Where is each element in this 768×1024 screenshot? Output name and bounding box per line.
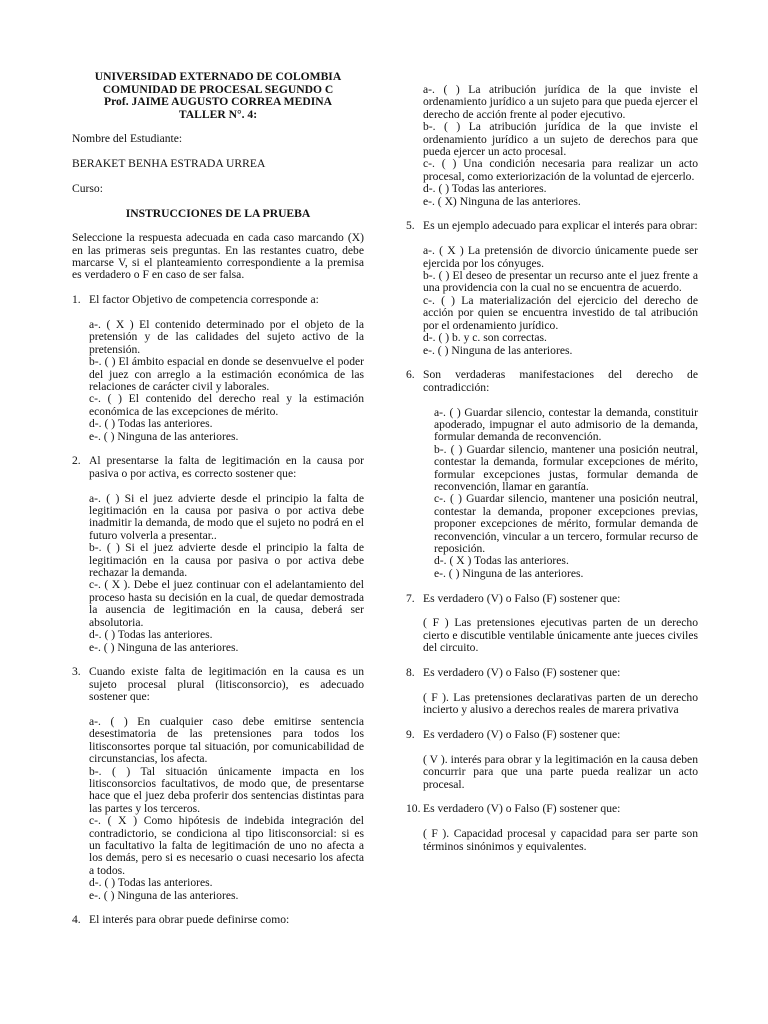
option-d: d-. ( ) Todas las anteriores. (89, 628, 213, 642)
option-e: e-. ( ) Ninguna de las anteriores. (434, 566, 584, 580)
question-text: Es verdadero (V) o Falso (F) sostener que: (423, 727, 621, 741)
right-column (406, 84, 698, 853)
header-professor: Prof. JAIME AUGUSTO CORREA MEDINA (104, 95, 332, 109)
question-6-options (406, 407, 698, 581)
question-text: Es verdadero (V) o Falso (F) sostener que: (423, 802, 621, 816)
true-false-answer: ( F ) Las pretensiones ejecutivas parten de un derecho cierto e discutible ventilable únicamente ante jueces civiles del circuito. (423, 616, 698, 655)
option-b: b-. ( ) La atribución jurídica de la que inviste el ordenamiento jurídico a un sujeto de derechos para que pueda ejercer un acto procesal. (423, 120, 698, 159)
question-text: Al presentarse la falta de legitimación en la causa por pasiva o por activa, es correcto sostener que: (89, 454, 364, 480)
question-4-options (406, 84, 698, 208)
question-10 (406, 803, 698, 815)
option-c: c-. ( ) El contenido del derecho real y la estimación económica de las excepciones de mérito. (89, 392, 364, 418)
question-5-options (406, 245, 698, 357)
option-d: d-. ( ) Todas las anteriores. (89, 876, 213, 890)
question-number: 7. (406, 591, 415, 605)
question-5 (406, 220, 698, 232)
question-text: El factor Objetivo de competencia corresponde a: (89, 293, 319, 307)
option-c: c-. ( ) Guardar silencio, mantener una posición neutral, contestar la demanda, proponer excepciones previas, proponer excepciones de mérito, formular demanda de reconvención, vincular a un tercero, formular recurso de reposición. (434, 492, 698, 555)
question-number: 9. (406, 727, 415, 741)
true-false-answer: ( F ). Capacidad procesal y capacidad para ser parte son términos sinónimos y equivalentes. (423, 827, 698, 853)
question-2-options (72, 493, 364, 654)
option-b: b-. ( ) El ámbito espacial en donde se desenvuelve el poder del juez con arreglo a la estimación económica de las relaciones de carácter civil y laborales. (89, 355, 364, 394)
question-3 (72, 666, 364, 703)
header-workshop: TALLER N°. 4: (178, 107, 258, 121)
option-c: c-. ( ) Una condición necesaria para realizar un acto procesal, como exteriorización de la voluntad de ejercerlo. (423, 157, 698, 183)
option-a: a-. ( ) Guardar silencio, contestar la demanda, constituir apoderado, impugnar el auto admisorio de la demanda, formular demanda de reconvención. (434, 405, 698, 444)
question-number: 3. (72, 665, 81, 679)
option-e: e-. ( X) Ninguna de las anteriores. (423, 194, 581, 208)
question-number: 2. (72, 454, 81, 468)
question-7-answer (406, 617, 698, 654)
question-number: 8. (406, 665, 415, 679)
question-number: 1. (72, 293, 81, 307)
option-b: b-. ( ) Si el juez advierte desde el principio la falta de legitimación en la causa por pasiva o por activa debe rechazar la demanda. (89, 541, 364, 580)
question-1 (72, 294, 364, 306)
option-a: a-. ( ) La atribución jurídica de la que inviste el ordenamiento jurídico a un sujeto para que pueda ejercer el derecho de acción frente al poder ejecutivo. (423, 83, 698, 121)
option-a: a-. ( X ) El contenido determinado por el objeto de la pretensión y de las calidades del sujeto activo de la pretensión. (89, 317, 364, 356)
option-d: d-. ( ) b. y c. son correctas. (423, 331, 547, 345)
option-b: b-. ( ) Guardar silencio, mantener una posición neutral, contestar la demanda, formular excepciones de mérito, formular excepciones justas, formular demanda de reconvención, llamar en garantía. (434, 442, 698, 493)
question-text: El interés para obrar puede definirse como: (89, 913, 290, 927)
question-1-options (72, 319, 364, 443)
option-c: c-. ( X ). Debe el juez continuar con el adelantamiento del proceso hasta su decisión en la cual, de quedar demostrada la ausencia de legitimación en la causa, deberá ser absolutoria. (89, 578, 364, 629)
course-label: Curso: (72, 181, 103, 195)
header-community: COMUNIDAD DE PROCESAL SEGUNDO C (102, 82, 334, 96)
option-e: e-. ( ) Ninguna de las anteriores. (89, 640, 239, 654)
true-false-answer: ( F ). Las pretensiones declarativas parten de un derecho incierto y alusivo a derechos reales de marera privativa (423, 690, 698, 717)
question-number: 5. (406, 219, 415, 233)
option-e: e-. ( ) Ninguna de las anteriores. (423, 343, 573, 357)
question-text: Son verdaderas manifestaciones del derecho de contradicción: (423, 368, 698, 394)
question-8 (406, 667, 698, 679)
question-text: Es un ejemplo adecuado para explicar el interés para obrar: (423, 219, 698, 233)
option-e: e-. ( ) Ninguna de las anteriores. (89, 888, 239, 902)
option-d: d-. ( ) Todas las anteriores. (89, 417, 213, 431)
question-2 (72, 455, 364, 480)
question-number: 6. (406, 368, 415, 382)
option-a: a-. ( ) Si el juez advierte desde el principio la falta de legitimación en la causa por pasiva o por activa debe inadmitir la demanda, de modo que el sujeto no podrá en el futuro volverla a presentar.. (89, 491, 364, 542)
question-text: Es verdadero (V) o Falso (F) sostener que: (423, 591, 621, 605)
header-university: UNIVERSIDAD EXTERNADO DE COLOMBIA (94, 70, 342, 83)
question-9-answer (406, 754, 698, 791)
option-e: e-. ( ) Ninguna de las anteriores. (89, 429, 239, 443)
left-column (72, 71, 364, 927)
instructions-text: Seleccione la respuesta adecuada en cada caso marcando (X) en las primeras seis preguntas. En las restantes cuatro, debe marcarse V, si el planteamiento correspondiente a la premisa es verdadero o F en caso de ser falsa. (72, 231, 364, 282)
document-header (72, 71, 364, 121)
question-9 (406, 729, 698, 741)
question-number: 10. (406, 802, 421, 816)
option-a: a-. ( ) En cualquier caso debe emitirse sentencia desestimatoria de las pretensiones para todos los litisconsortes porque tal situación, por comunicabilidad de circunstancias, los afecta. (89, 714, 364, 766)
option-a: a-. ( X ) La pretensión de divorcio únicamente puede ser ejercida por los cónyuges. (423, 244, 698, 270)
question-8-answer (406, 692, 698, 717)
student-name-value: BERAKET BENHA ESTRADA URREA (72, 157, 266, 171)
option-d: d-. ( X ) Todas las anteriores. (434, 554, 569, 568)
question-text: Es verdadero (V) o Falso (F) sostener que: (423, 665, 621, 679)
question-6 (406, 369, 698, 394)
option-b: b-. ( ) Tal situación únicamente impacta en los litisconsorcios facultativos, de modo que, de presentarse hace que el juez deba proferir dos sentencias distintas para las partes y los terceros. (89, 764, 364, 815)
question-10-answer (406, 828, 698, 853)
student-name-label: Nombre del Estudiante: (72, 132, 183, 146)
question-4 (72, 914, 364, 926)
question-3-options (72, 716, 364, 902)
instructions-title: INSTRUCCIONES DE LA PRUEBA (125, 206, 311, 220)
option-c: c-. ( X ) Como hipótesis de indebida integración del contradictorio, se condiciona al tipo litisconsorcial: si es un facultativo la falta de legitimación de uno no afecta a los demás, pero si es necesario o cuasi necesario los afecta a todos. (89, 814, 364, 877)
option-d: d-. ( ) Todas las anteriores. (423, 182, 547, 196)
true-false-answer: ( V ). interés para obrar y la legitimación en la causa deben concurrir para que una parte pueda realizar un acto procesal. (423, 752, 698, 791)
option-b: b-. ( ) El deseo de presentar un recurso ante el juez frente a una providencia con la cual no se encuentra de acuerdo. (423, 269, 698, 295)
option-c: c-. ( ) La materialización del ejercicio del derecho de acción por quien se encuentra investido de tal atribución por el ordenamiento jurídico. (423, 293, 698, 332)
question-7 (406, 593, 698, 605)
question-text: Cuando existe falta de legitimación en la causa es un sujeto procesal plural (litisconsorcio), es adecuado sostener que: (89, 665, 364, 704)
question-number: 4. (72, 913, 81, 927)
